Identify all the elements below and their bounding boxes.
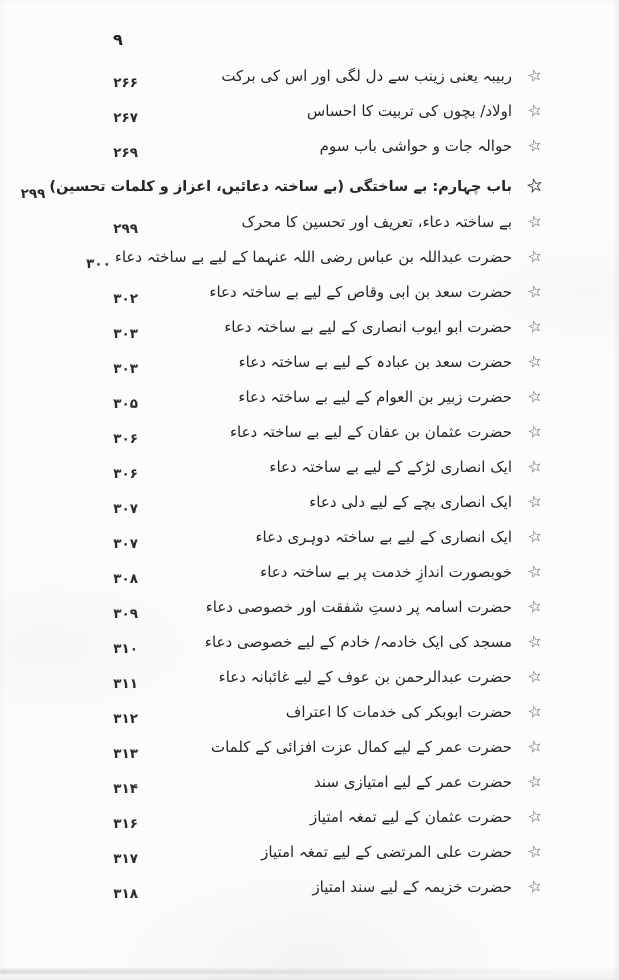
toc-entry	[0, 659, 619, 694]
entry-title: خوبصورت اندازِ خدمت پر بے ساختہ دعاء	[260, 562, 512, 581]
entry-title: مسجد کی ایک خادمہ/ خادم کے لیے خصوصی دعاء	[204, 632, 512, 651]
star-icon: ☆	[525, 134, 544, 156]
star-icon: ☆	[525, 595, 544, 617]
toc-entry	[0, 169, 619, 204]
star-icon: ☆	[525, 805, 544, 827]
star-icon: ☆	[525, 280, 544, 302]
entry-title: حضرت عبداللہ بن عباس رضی اللہ عنہما کے لیے بے ساختہ دعاء	[114, 247, 512, 266]
entry-title: حضرت عمر کے لیے کمال عزت افزائی کے کلمات	[210, 737, 512, 756]
entry-page-number: ۲۹۹	[113, 220, 138, 237]
scan-edge-shadow	[0, 969, 619, 974]
toc-entry	[0, 694, 619, 729]
entry-title: حضرت خزیمہ کے لیے سند امتیاز	[312, 877, 512, 896]
entry-title: حضرت عمر کے لیے امتیازی سند	[313, 772, 512, 791]
entry-title: حضرت سعد بن عبادہ کے لیے بے ساختہ دعاء	[238, 352, 512, 371]
entry-title: حضرت اسامہ پر دستِ شفقت اور خصوصی دعاء	[205, 597, 512, 616]
star-icon: ☆	[525, 420, 544, 442]
entry-page-number: ۳۰۸	[113, 570, 138, 587]
toc-entry	[0, 93, 619, 128]
entry-title: حضرت عبدالرحمن بن عوف کے لیے غائبانہ دعاء	[218, 667, 512, 686]
entry-page-number: ۳۱۸	[113, 885, 138, 902]
toc-entry	[0, 414, 619, 449]
toc-entry	[0, 379, 619, 414]
toc-entry	[0, 58, 619, 93]
star-icon: ☆	[525, 99, 544, 121]
entry-title: حضرت زبیر بن العوام کے لیے بے ساختہ دعاء	[238, 387, 512, 406]
star-icon: ☆	[525, 560, 544, 582]
entry-title: ایک انصاری بچے کے لیے دلی دعاء	[309, 492, 512, 511]
entry-title: ایک انصاری کے لیے بے ساختہ دوہری دعاء	[255, 527, 512, 546]
star-icon: ☆	[525, 700, 544, 722]
star-icon: ☆	[525, 630, 544, 652]
entry-title: حضرت ابو ایوب انصاری کے لیے بے ساختہ دعاء	[224, 317, 512, 336]
entry-page-number: ۳۱۶	[113, 815, 138, 832]
star-icon: ☆	[525, 350, 544, 372]
toc-entry	[0, 554, 619, 589]
toc-entry	[0, 204, 619, 239]
entry-title: باب چہارم: بے ساختگی (بے ساختہ دعائیں، اعزاز و کلمات تحسین)	[49, 178, 512, 195]
entry-title: حوالہ جات و حواشی باب سوم	[319, 136, 512, 155]
star-icon: ☆	[525, 525, 544, 547]
entry-title: حضرت سعد بن ابی وقاص کے لیے بے ساختہ دعاء	[209, 282, 512, 301]
toc-entry	[0, 309, 619, 344]
entry-title: حضرت عثمان بن عفان کے لیے بے ساختہ دعاء	[229, 422, 512, 441]
entry-page-number: ۲۶۷	[113, 109, 138, 126]
star-icon: ☆	[525, 770, 544, 792]
toc-entry	[0, 239, 619, 274]
toc-entry	[0, 484, 619, 519]
toc-entry	[0, 519, 619, 554]
star-icon: ☆	[525, 735, 544, 757]
star-icon: ☆	[525, 315, 544, 337]
star-icon: ☆	[525, 385, 544, 407]
toc-entry	[0, 624, 619, 659]
entry-page-number: ۳۰۶	[113, 465, 138, 482]
entry-title: ربیبہ یعنی زینب سے دل لگی اور اس کی برکت	[221, 66, 512, 85]
entry-page-number: ۳۰۷	[113, 500, 138, 517]
toc-entry	[0, 589, 619, 624]
entry-title: بے ساختہ دعاء، تعریف اور تحسین کا محرک	[241, 212, 512, 231]
toc-entry	[0, 764, 619, 799]
entry-page-number: ۲۹۹	[20, 185, 46, 202]
toc-entry	[0, 799, 619, 834]
toc-entry	[0, 834, 619, 869]
entry-title: حضرت عثمان کے لیے تمغہ امتیاز	[309, 807, 512, 826]
toc-entry	[0, 344, 619, 379]
entry-page-number: ۳۱۲	[113, 710, 138, 727]
toc-entry	[0, 128, 619, 163]
star-icon: ☆	[525, 665, 544, 687]
entry-page-number: ۳۱۳	[113, 745, 138, 762]
entry-page-number: ۳۰۷	[113, 535, 138, 552]
entry-page-number: ۳۰۵	[113, 395, 138, 412]
entry-page-number: ۳۱۷	[113, 850, 138, 867]
entry-page-number: ۳۰۶	[113, 430, 138, 447]
star-icon: ☆	[525, 490, 544, 512]
entry-title: حضرت علی المرتضی کے لیے تمغہ امتیاز	[261, 842, 512, 861]
toc-entry	[0, 869, 619, 904]
entry-page-number: ۳۱۰	[113, 640, 138, 657]
star-icon: ☆	[525, 875, 544, 897]
star-icon: ☆	[525, 245, 544, 267]
star-icon: ☆	[524, 173, 546, 199]
entry-page-number: ۳۰۳	[113, 325, 138, 342]
toc-entry	[0, 274, 619, 309]
entry-page-number: ۲۶۶	[113, 74, 138, 91]
star-icon: ☆	[525, 455, 544, 477]
entry-title: حضرت ابوبکر کی خدمات کا اعتراف	[285, 702, 512, 721]
entry-title: ایک انصاری لڑکے کے لیے بے ساختہ دعاء	[269, 457, 512, 476]
toc-entry	[0, 449, 619, 484]
entry-page-number: ۳۰۳	[113, 360, 138, 377]
entry-page-number: ۲۶۹	[113, 144, 138, 161]
star-icon: ☆	[525, 64, 544, 86]
entry-title: اولاد/ بچوں کی تربیت کا احساس	[306, 101, 512, 120]
entry-page-number: ۳۰۰	[86, 255, 111, 272]
entry-page-number: ۳۰۹	[113, 605, 138, 622]
toc-entry	[0, 729, 619, 764]
toc-list	[0, 58, 619, 904]
star-icon: ☆	[525, 840, 544, 862]
entry-page-number: ۳۱۱	[113, 675, 138, 692]
entry-page-number: ۳۰۲	[113, 290, 138, 307]
star-icon: ☆	[525, 210, 544, 232]
entry-page-number: ۳۱۴	[113, 780, 138, 797]
page-number: ۹	[113, 30, 123, 49]
